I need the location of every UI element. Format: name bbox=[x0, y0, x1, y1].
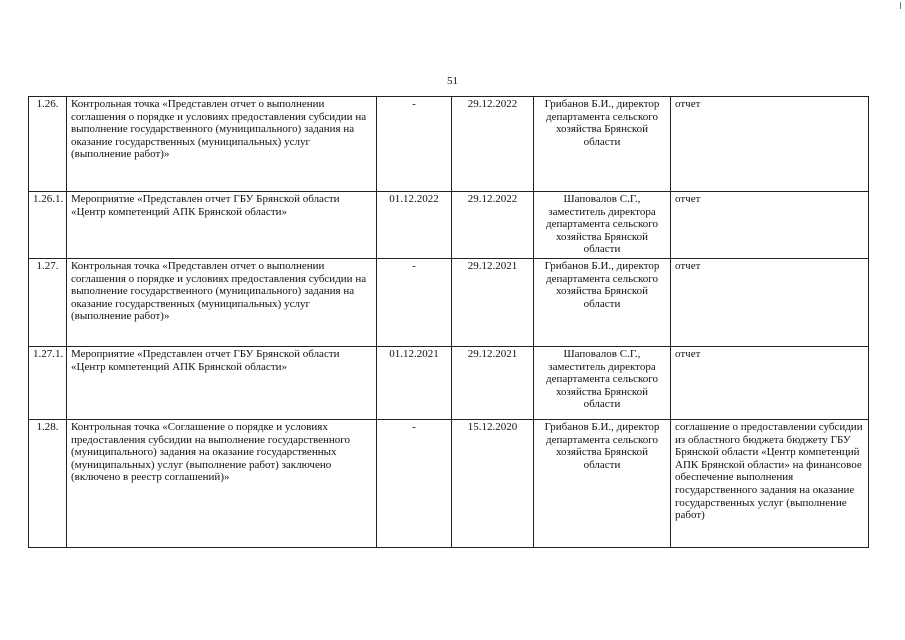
row-description: Контрольная точка «Представлен отчет о выполнении соглашения о порядке и условиях предоставления субсидии на выполнение государственного (муниципального) задания на оказание государственных (муниципальных) услуг (выполнение работ)» bbox=[67, 97, 377, 192]
plan-table bbox=[28, 96, 869, 548]
table-row bbox=[29, 259, 869, 347]
row-responsible: Грибанов Б.И., директор департамента сельского хозяйства Брянской области bbox=[534, 259, 671, 347]
row-number: 1.27. bbox=[29, 259, 67, 347]
row-start-date: - bbox=[377, 97, 452, 192]
page-number: 51 bbox=[447, 75, 458, 87]
row-start-date: 01.12.2022 bbox=[377, 192, 452, 259]
row-number: 1.26. bbox=[29, 97, 67, 192]
row-result: отчет bbox=[671, 347, 869, 420]
row-description: Контрольная точка «Представлен отчет о выполнении соглашения о порядке и условиях предоставления субсидии на выполнение государственного (муниципального) задания на оказание государственных (муниципальных) услуг (выполнение работ)» bbox=[67, 259, 377, 347]
row-responsible: Шаповалов С.Г., заместитель директора департамента сельского хозяйства Брянской области bbox=[534, 347, 671, 420]
row-end-date: 15.12.2020 bbox=[452, 420, 534, 548]
row-number: 1.28. bbox=[29, 420, 67, 548]
row-start-date: 01.12.2021 bbox=[377, 347, 452, 420]
row-description: Контрольная точка «Соглашение о порядке и условиях предоставления субсидии на выполнение государственного (муниципального) задания на оказание государственных (муниципальных) услуг (выполнение работ) заключено (включено в реестр соглашений)» bbox=[67, 420, 377, 548]
row-number: 1.26.1. bbox=[29, 192, 67, 259]
row-description: Мероприятие «Представлен отчет ГБУ Брянской области «Центр компетенций АПК Брянской области» bbox=[67, 347, 377, 420]
row-end-date: 29.12.2021 bbox=[452, 347, 534, 420]
row-end-date: 29.12.2021 bbox=[452, 259, 534, 347]
row-description: Мероприятие «Представлен отчет ГБУ Брянской области «Центр компетенций АПК Брянской области» bbox=[67, 192, 377, 259]
row-number: 1.27.1. bbox=[29, 347, 67, 420]
row-result: отчет bbox=[671, 259, 869, 347]
row-end-date: 29.12.2022 bbox=[452, 192, 534, 259]
row-result: соглашение о предоставлении субсидии из областного бюджета бюджету ГБУ Брянской области «Центр компетенций АПК Брянской области» на финансовое обеспечение выполнения государственного задания на оказание государственных услуг (выполнение работ) bbox=[671, 420, 869, 548]
row-end-date: 29.12.2022 bbox=[452, 97, 534, 192]
table-row bbox=[29, 420, 869, 548]
table-row bbox=[29, 97, 869, 192]
row-responsible: Шаповалов С.Г., заместитель директора департамента сельского хозяйства Брянской области bbox=[534, 192, 671, 259]
row-result: отчет bbox=[671, 192, 869, 259]
table-row bbox=[29, 192, 869, 259]
table-row bbox=[29, 347, 869, 420]
row-start-date: - bbox=[377, 259, 452, 347]
row-responsible: Грибанов Б.И., директор департамента сельского хозяйства Брянской области bbox=[534, 97, 671, 192]
row-start-date: - bbox=[377, 420, 452, 548]
scan-edge-mark bbox=[900, 2, 901, 9]
row-responsible: Грибанов Б.И., директор департамента сельского хозяйства Брянской области bbox=[534, 420, 671, 548]
row-result: отчет bbox=[671, 97, 869, 192]
